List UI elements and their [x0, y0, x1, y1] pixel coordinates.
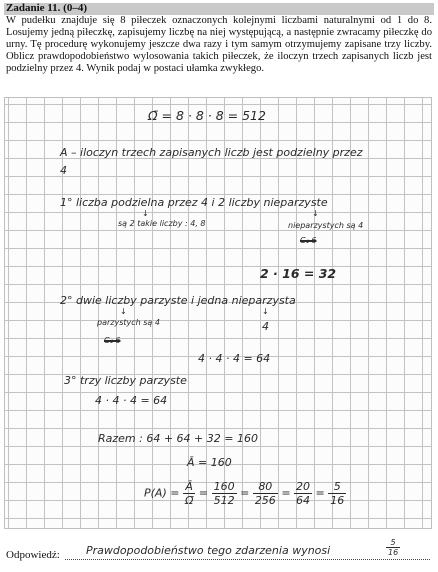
answer-text: Prawdopodobieństwo tego zdarzenia wynosi: [86, 544, 331, 557]
task-title: Zadanie 11. (0–4): [6, 2, 87, 14]
probability-line: P(A) = $\frac{Ā}{\Omegā}$ = $\frac{160}{512}$ = $\frac{80}{256}$ = $\frac{20}{64}$ = $\frac{5}{16}$: [144, 480, 345, 507]
fraction-80-256: $\frac{80}{256}$: [254, 480, 276, 507]
omega-line: Ω̄ = 8 · 8 · 8 = 512: [148, 108, 266, 123]
total-line: Razem : 64 + 64 + 32 = 160: [98, 432, 258, 445]
case-2-line: 2° dwie liczby parzyste i jedna nieparzysta: [60, 294, 296, 307]
fraction-5-16: $\frac{5}{16}$: [330, 480, 345, 507]
case-1-note-left: są 2 takie liczby : 4, 8: [118, 219, 206, 228]
case-1-arrow-left: ↓: [142, 209, 149, 218]
fraction-20-64: $\frac{20}{64}$: [296, 480, 311, 507]
task-statement-text: W pudełku znajduje się 8 piłeczek oznaczonych kolejnymi liczbami naturalnymi od 1 do 8. Losujemy jedną piłeczkę, zapisujemy liczbę na niej występującą, a następnie zwracamy piłeczkę do urny. Tę procedurę wykonujemy jeszcze dwa razy i tym samym otrzymujemy zapisane trzy liczby. Oblicz prawdopodobieństwo wylosowania takich piłeczek, że iloczyn trzech zapisanych liczb jest podzielny przez 4. Wynik podaj w postaci ułamka zwykłego.: [6, 15, 432, 75]
case-1-line: 1° liczba podzielna przez 4 i 2 liczby nieparzyste: [60, 196, 328, 209]
case-3-line: 3° trzy liczby parzyste: [64, 374, 187, 387]
event-count: Ā = 160: [187, 456, 232, 469]
case-2-crossed-out: C₄ 6: [104, 336, 121, 345]
event-definition-cont: 4: [60, 164, 67, 177]
fraction-160-512: $\frac{160}{512}$: [213, 480, 235, 507]
probability-label: P(A) =: [144, 486, 180, 500]
case-2-result: 4 · 4 · 4 = 64: [198, 352, 271, 365]
fraction-a-over-omega: $\frac{Ā}{\Omegā}$: [184, 480, 194, 507]
case-2-note-right: 4: [262, 320, 269, 333]
case-3-result: 4 · 4 · 4 = 64: [95, 394, 168, 407]
case-1-result: 2 · 16 = 32: [260, 266, 337, 281]
case-1-arrow-right: ↓: [312, 209, 319, 218]
case-2-note-left: parzystych są 4: [97, 318, 160, 327]
answer-label: Odpowiedź:: [6, 549, 60, 561]
case-2-arrow-right: ↓: [262, 307, 269, 316]
case-1-crossed-out: C₄ 6: [300, 236, 317, 245]
event-definition: A – iloczyn trzech zapisanych liczb jest podzielny przez: [60, 146, 363, 159]
answer-fraction: $\frac{5}{16}$: [388, 538, 399, 557]
case-1-note-right: nieparzystych są 4: [288, 221, 364, 230]
case-2-arrow-left: ↓: [120, 307, 127, 316]
task-statement: [6, 15, 432, 75]
answer-dotted-line: [65, 559, 430, 560]
